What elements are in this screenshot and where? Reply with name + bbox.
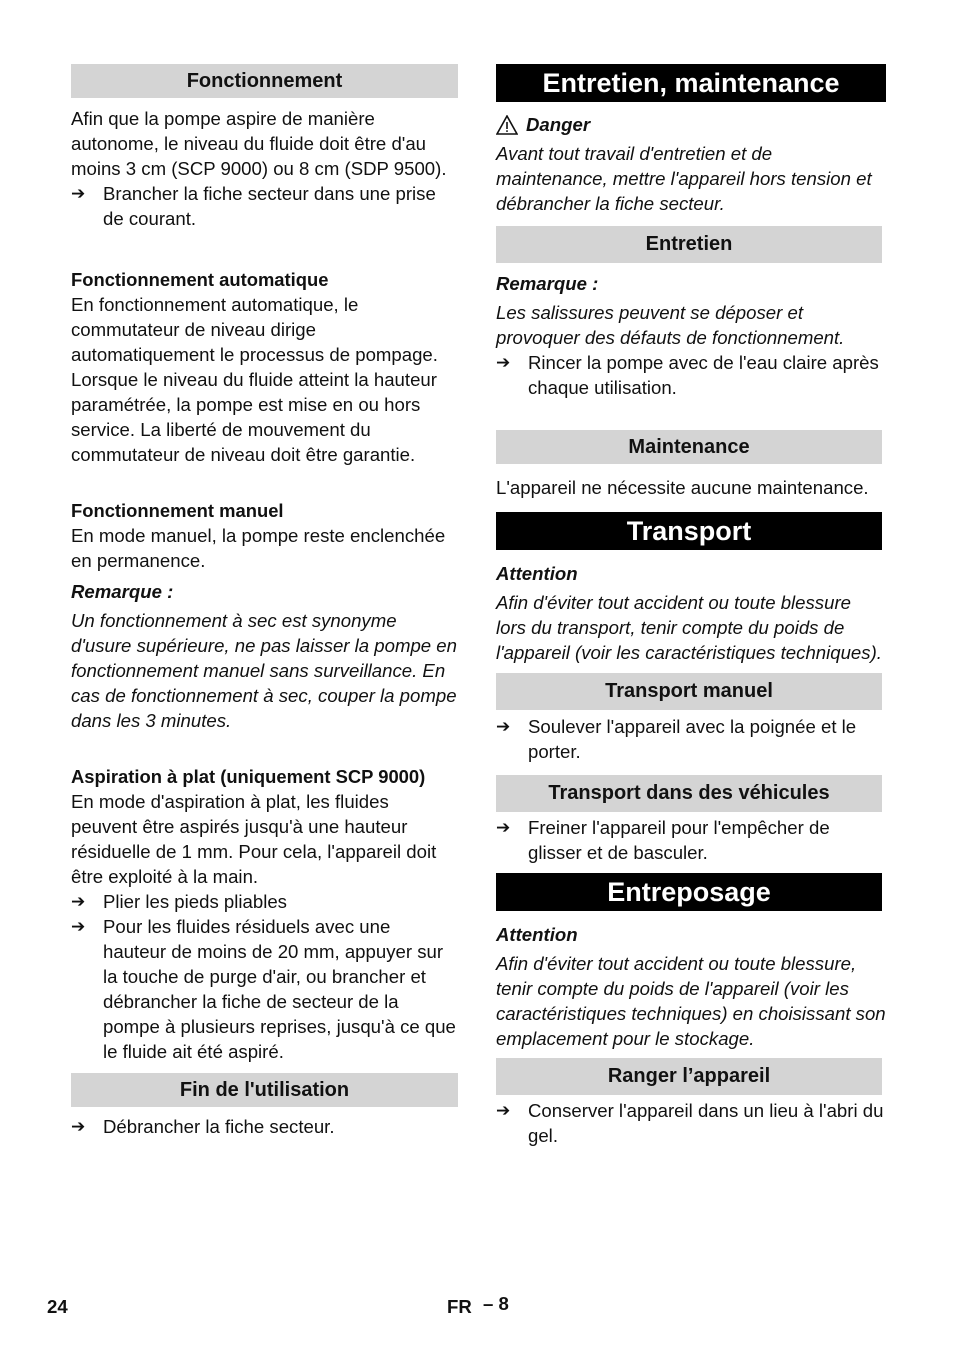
heading-entreposage: Entreposage [496, 873, 882, 911]
heading-maintenance: Maintenance [496, 430, 882, 464]
attention-label: Attention [496, 924, 578, 945]
attention-text: Afin d'éviter tout accident ou toute blessure lors du transport, tenir compte du poids de l'appareil (voir les caractéristiques techniques). [496, 592, 882, 663]
note-text: Les salissures peuvent se déposer et provoquer des défauts de fonctionnement. [496, 302, 845, 348]
heading-fin-utilisation: Fin de l'utilisation [71, 1073, 458, 1107]
note-label: Remarque : [71, 581, 174, 602]
paragraph-manuel: En mode manuel, la pompe reste enclenchée en permanence. [71, 525, 446, 571]
left-column [71, 64, 458, 1139]
note-label: Remarque : [496, 273, 599, 294]
paragraph-fonctionnement: Afin que la pompe aspire de manière autonome, le niveau du fluide doit être d'au moins 3 cm (SCP 9000) ou 8 cm (SDP 9500). [71, 108, 447, 179]
list-item: ➔ Conserver l'appareil dans un lieu à l'abri du gel. [496, 1100, 884, 1146]
footer-section-page: – 8 [483, 1293, 509, 1314]
page-number: 24 [47, 1296, 68, 1317]
list-item: ➔ Pour les fluides résiduels avec une hauteur de moins de 20 mm, appuyer sur la touche de purge d'air, ou brancher et débrancher la fiche de secteur de la pompe à plusieurs reprises, jusqu'à ce que le fluide ait été aspiré. [71, 916, 456, 1062]
heading-fonctionnement-automatique: Fonctionnement automatique [71, 269, 329, 290]
heading-aspiration: Aspiration à plat (uniquement SCP 9000) [71, 766, 426, 787]
heading-entretien: Entretien [496, 226, 882, 263]
paragraph-auto: En fonctionnement automatique, le commutateur de niveau dirige automatiquement le processus de pompage. Lorsque le niveau du fluide atteint la hauteur paramétrée, la pompe est mise en ou hors service. La liberté de mouvement du commutateur de niveau doit être garantie. [71, 294, 438, 465]
heading-ranger-appareil: Ranger l’appareil [496, 1058, 882, 1095]
paragraph-aspiration: En mode d'aspiration à plat, les fluides peuvent être aspirés jusqu'à une hauteur résiduelle de 1 mm. Pour cela, l'appareil doit être exploité à la main. [71, 791, 437, 887]
arrow-right-icon: ➔ [71, 892, 86, 911]
right-column [496, 64, 886, 1148]
arrow-right-icon: ➔ [71, 184, 86, 203]
paragraph-maintenance: L'appareil ne nécessite aucune maintenance. [496, 477, 869, 498]
heading-transport: Transport [496, 512, 882, 550]
heading-fonctionnement: Fonctionnement [71, 64, 458, 98]
heading-transport-vehicules: Transport dans des véhicules [496, 775, 882, 812]
heading-transport-manuel: Transport manuel [496, 673, 882, 710]
list-item: ➔ Soulever l'appareil avec la poignée et le porter. [496, 716, 857, 762]
heading-entretien-maintenance: Entretien, maintenance [496, 64, 886, 102]
warning-triangle-icon [496, 115, 518, 135]
list-item: ➔ Rincer la pompe avec de l'eau claire après chaque utilisation. [496, 352, 879, 398]
list-item: ➔ Débrancher la fiche secteur. [71, 1116, 335, 1137]
list-item: ➔ Plier les pieds pliables [71, 891, 287, 912]
arrow-right-icon: ➔ [496, 353, 511, 372]
arrow-right-icon: ➔ [496, 1101, 511, 1120]
danger-label: Danger [526, 114, 591, 135]
heading-fonctionnement-manuel: Fonctionnement manuel [71, 500, 284, 521]
danger-row [496, 112, 886, 137]
arrow-right-icon: ➔ [71, 1117, 86, 1136]
list-item: ➔ Freiner l'appareil pour l'empêcher de glisser et de basculer. [496, 817, 830, 863]
arrow-right-icon: ➔ [496, 717, 511, 736]
danger-text: Avant tout travail d'entretien et de maintenance, mettre l'appareil hors tension et débrancher la fiche secteur. [496, 143, 872, 214]
footer-lang: FR [447, 1296, 472, 1317]
arrow-right-icon: ➔ [71, 917, 86, 936]
note-text: Un fonctionnement à sec est synonyme d'usure supérieure, ne pas laisser la pompe en fonctionnement manuel sans surveillance. En cas de fonctionnement à sec, couper la pompe dans les 3 minutes. [71, 610, 457, 731]
attention-label: Attention [496, 563, 578, 584]
list-item: ➔ Brancher la fiche secteur dans une prise de courant. [71, 183, 436, 229]
arrow-right-icon: ➔ [496, 818, 511, 837]
attention-text: Afin d'éviter tout accident ou toute blessure, tenir compte du poids de l'appareil (voir les caractéristiques techniques) en choisissant son emplacement pour le stockage. [496, 953, 886, 1049]
